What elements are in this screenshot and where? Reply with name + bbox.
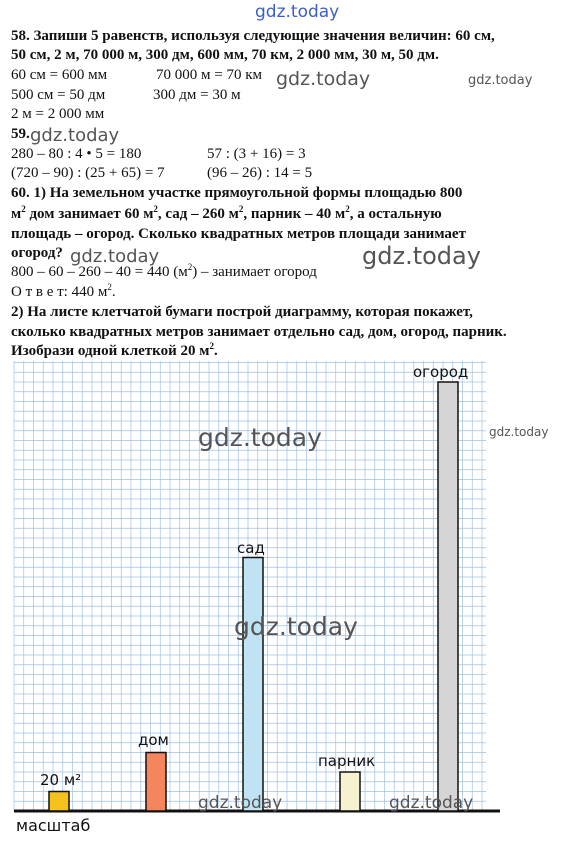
task60-line-2: $м^2$ дом занимает 60 $м^2$, сад – 260 $м^2$, парник – 40 $м^2$, а остальную bbox=[11, 204, 442, 222]
task60-part2-line-3: Изобрази одной клеткой 20 $м^2$. bbox=[11, 341, 218, 359]
watermark-4: gdz.today bbox=[70, 246, 160, 267]
task58-eq-5: 2 м = 2 000 мм bbox=[11, 106, 105, 122]
watermark-8: gdz.today bbox=[234, 612, 358, 641]
task59-number: 59. bbox=[11, 126, 30, 142]
task58-eq-2: 70 000 м = 70 км bbox=[156, 67, 262, 83]
bar-vegetable-garden bbox=[438, 382, 458, 811]
bar-label-house: дом bbox=[138, 731, 169, 749]
watermark-5: gdz.today bbox=[362, 242, 481, 270]
task60-line-3: площадь – огород. Сколько квадратных метров площади занимает bbox=[11, 226, 466, 242]
task60-calc: 800 – 60 – 260 – 40 = 440 $(м^2)$ – занимает огород bbox=[11, 262, 317, 280]
task58-title: 58. Запиши 5 равенств, используя следующие значения величин: 60 см, bbox=[11, 28, 495, 44]
task59-eq-1: 280 – 80 : 4 • 5 = 180 bbox=[11, 146, 142, 162]
task59-eq-4: (96 – 26) : 14 = 5 bbox=[207, 165, 313, 181]
bar-label-garden: сад bbox=[237, 539, 265, 557]
task58-eq-4: 300 дм = 30 м bbox=[153, 87, 241, 103]
task60-answer: О т в е т: 440 $м^2$. bbox=[11, 282, 116, 300]
scale-label: масштаб bbox=[16, 816, 91, 835]
bar-house bbox=[146, 753, 166, 812]
bar-label-scale: 20 м² bbox=[40, 771, 82, 789]
watermark-7: gdz.today bbox=[489, 425, 549, 439]
bar-garden bbox=[243, 558, 263, 812]
task60-line-1: 60. 1) На земельном участке прямоугольной формы площадью 800 bbox=[11, 185, 463, 201]
watermark-1: gdz.today bbox=[276, 68, 371, 90]
watermark-9: gdz.today bbox=[198, 793, 283, 813]
task59-eq-3: (720 – 90) : (25 + 65) = 7 bbox=[11, 165, 165, 181]
task58-eq-3: 500 см = 50 дм bbox=[11, 87, 106, 103]
task60-part2-line-1: 2) На листе клетчатой бумаги построй диаграмму, которая покажет, bbox=[11, 304, 473, 320]
bar-label-greenhouse: парник bbox=[318, 752, 376, 770]
watermark-3: gdz.today bbox=[30, 125, 120, 146]
watermark-6: gdz.today bbox=[198, 423, 322, 452]
task58-title-2: 50 см, 2 м, 70 000 м, 300 дм, 600 мм, 70 км, 2 000 мм, 30 м, 50 дм. bbox=[11, 47, 439, 63]
watermark-2: gdz.today bbox=[468, 73, 533, 88]
task59-eq-2: 57 : (3 + 16) = 3 bbox=[207, 146, 306, 162]
bar-greenhouse bbox=[340, 772, 360, 811]
bar-label-vegetable-garden: огород bbox=[413, 363, 469, 381]
watermark-top: gdz.today bbox=[255, 2, 340, 22]
watermark-10: gdz.today bbox=[389, 793, 474, 813]
task60-line-4: огород? bbox=[11, 245, 63, 261]
task58-eq-1: 60 см = 600 мм bbox=[11, 67, 108, 83]
bar-scale bbox=[49, 792, 69, 812]
task60-part2-line-2: сколько квадратных метров занимает отдельно сад, дом, огород, парник. bbox=[11, 324, 507, 340]
